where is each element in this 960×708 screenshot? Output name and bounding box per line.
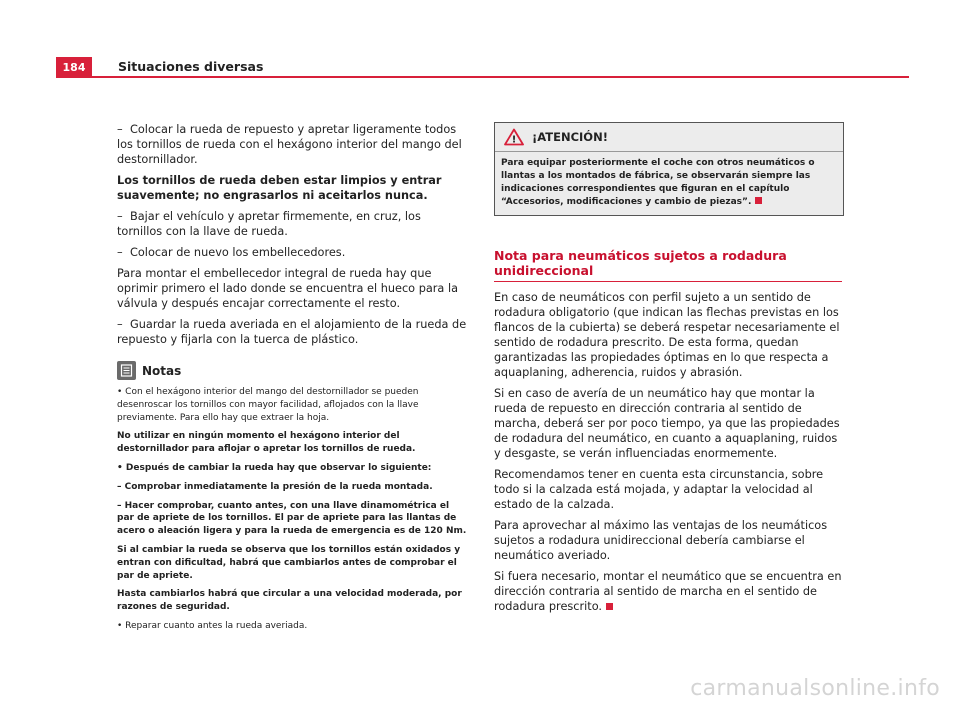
page-footer: [0, 676, 960, 708]
note-6: Si al cambiar la rueda se observa que los tornillos están oxidados y entran con dificultad, habrá que cambiarlos antes de comprobar el par de apriete.: [117, 544, 461, 581]
warning-text: Para equipar posteriormente el coche con otros neumáticos o llantas a los montados de fábrica, se observarán siempre las indicaciones correspondientes que figuran en el capítulo “Accesorios, modificaciones y cambio de piezas”.: [501, 158, 815, 207]
warning-triangle-icon: [504, 128, 524, 146]
paragraph-hubcap: Para montar el embellecedor integral de rueda hay que oprimir primero el lado donde se encuentra el hueco para la válvula y después encajar correctamente el resto.: [117, 267, 459, 310]
note-5: – Hacer comprobar, cuanto antes, con una llave dinamométrica el par de apriete de los tornillos. El par de apriete para las llantas de acero o aleación ligera y para la rueda de emergencia es de 120 Nm.: [117, 500, 467, 537]
step-dash: –: [117, 210, 123, 223]
section-rule: [494, 281, 842, 282]
warning-body: [495, 151, 843, 215]
paragraph-5: [494, 569, 844, 614]
end-square-icon: [606, 603, 613, 610]
notes-icon: [117, 361, 136, 380]
note-7: Hasta cambiarlos habrá que circular a una velocidad moderada, por razones de seguridad.: [117, 589, 462, 613]
step-1: [117, 122, 467, 167]
step-2: [117, 209, 467, 239]
step-2-text: Bajar el vehículo y apretar firmemente, en cruz, los tornillos con la llave de rueda.: [117, 210, 421, 238]
chapter-title: Situaciones diversas: [118, 59, 264, 74]
notes-title: Notas: [142, 363, 182, 378]
right-column: [494, 122, 844, 620]
note-1: • Con el hexágono interior del mango del destornillador se pueden desenroscar los tornillos con mayor facilidad, aflojados con la llave previamente. Para ello hay que extraer la hoja.: [117, 387, 419, 423]
warning-box: [494, 122, 844, 216]
page-number: 184: [56, 57, 92, 77]
watermark: carmanualsonline.info: [690, 676, 940, 701]
warning-title: ¡ATENCIÓN!: [532, 130, 608, 144]
page-header: [56, 57, 909, 77]
step-1-text: Colocar la rueda de repuesto y apretar ligeramente todos los tornillos de rueda con el hexágono interior del mango del destornillador.: [117, 123, 462, 166]
note-4: – Comprobar inmediatamente la presión de la rueda montada.: [117, 481, 433, 492]
note-8: • Reparar cuanto antes la rueda averiada.: [117, 620, 308, 631]
paragraph-3: Recomendamos tener en cuenta esta circunstancia, sobre todo si la calzada está mojada, y adaptar la velocidad al estado de la calzada.: [494, 468, 824, 511]
bold-instruction: Los tornillos de rueda deben estar limpios y entrar suavemente; no engrasarlos ni aceitarlos nunca.: [117, 174, 442, 202]
step-dash: –: [117, 318, 123, 331]
warning-header: [495, 123, 843, 151]
end-square-icon: [755, 197, 762, 204]
header-rule: [56, 76, 909, 78]
paragraph-5-text: Si fuera necesario, montar el neumático que se encuentra en dirección contraria al sentido de marcha en el sentido de rodadura prescrito.: [494, 570, 842, 613]
step-dash: –: [117, 246, 123, 259]
note-2: No utilizar en ningún momento el hexágono interior del destornillador para aflojar o apretar los tornillos de rueda.: [117, 431, 416, 455]
note-3: • Después de cambiar la rueda hay que observar lo siguiente:: [117, 462, 432, 473]
notes-header: [117, 361, 467, 380]
step-4-text: Guardar la rueda averiada en el alojamiento de la rueda de repuesto y fijarla con la tuerca de plástico.: [117, 318, 467, 346]
step-dash: –: [117, 123, 123, 136]
step-4: [117, 317, 467, 347]
left-column: [117, 122, 467, 639]
paragraph-4: Para aprovechar al máximo las ventajas de los neumáticos sujetos a rodadura unidireccional debería cambiarse el neumático averiado.: [494, 519, 828, 562]
svg-text:!: !: [511, 134, 517, 146]
step-3: [117, 245, 467, 260]
paragraph-1: En caso de neumáticos con perfil sujeto a un sentido de rodadura obligatorio (que indican las flechas previstas en los flancos de la cubierta) se deberá respetar necesariamente el sentido de rodadura prescrito. De esta forma, quedan garantizadas las propiedades óptimas en lo que respecta a aquaplaning, adherencia, ruidos y abrasión.: [494, 291, 840, 379]
paragraph-2: Si en caso de avería de un neumático hay que montar la rueda de repuesto en dirección contraria al sentido de marcha, deberá ser por poco tiempo, ya que las propiedades de rodadura del neumático, en cuanto a aquaplaning, ruidos y desgaste, se verán influenciadas enormemente.: [494, 387, 840, 460]
section-title: Nota para neumáticos sujetos a rodadura unidireccional: [494, 248, 787, 278]
step-3-text: Colocar de nuevo los embellecedores.: [130, 246, 346, 259]
